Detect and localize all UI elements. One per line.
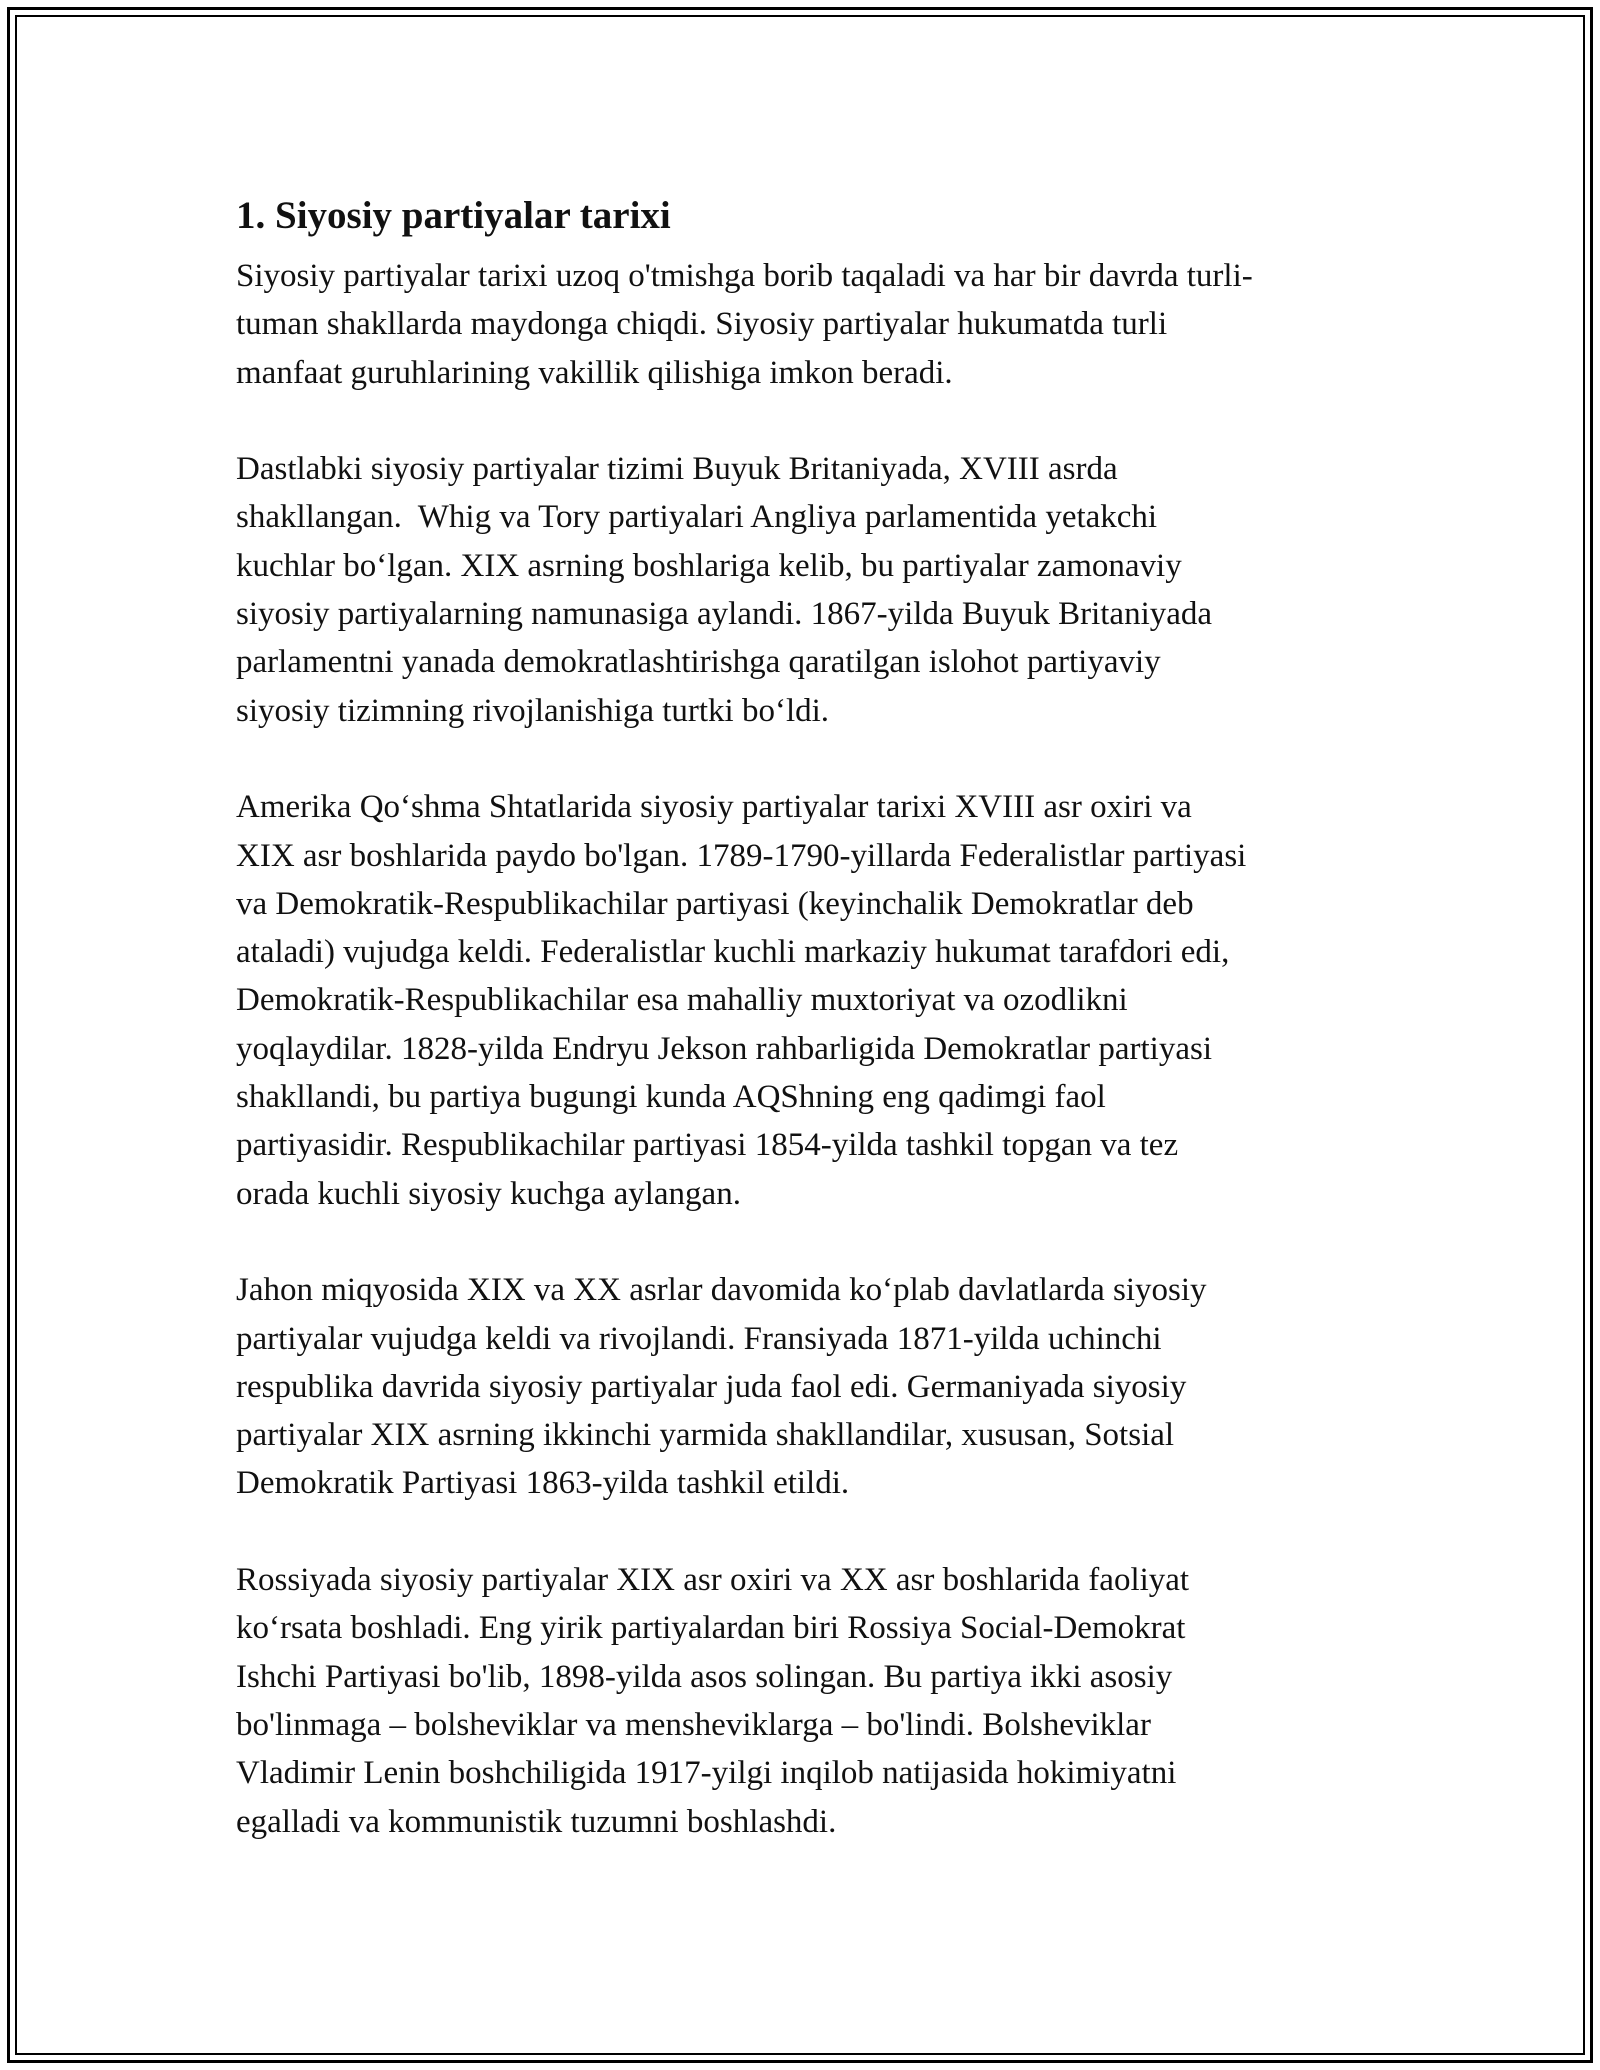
text-line: orada kuchli siyosiy kuchga aylangan. [236,1175,741,1212]
text-line: partiyalar vujudga keldi va rivojlandi. Fransiyada 1871-yilda uchinchi [236,1320,1162,1357]
text-line: shakllangan. Whig va Tory partiyalari Angliya parlamentida yetakchi [236,499,1158,536]
text-line: Rossiyada siyosiy partiyalar XIX asr oxiri va XX asr boshlarida faoliyat [236,1562,1190,1599]
text-line: egalladi va kommunistik tuzumni boshlashdi. [236,1803,837,1840]
text-line: partiyasidir. Respublikachilar partiyasi 1854-yilda tashkil topgan va tez [236,1127,1179,1164]
paragraph-russia [236,1556,1376,1846]
text-line: ko‘rsata boshladi. Eng yirik partiyalardan biri Rossiya Social-Demokrat [236,1610,1186,1647]
text-line: Jahon miqyosida XIX va XX asrlar davomida ko‘plab davlatlarda siyosiy [236,1272,1207,1309]
text-line: respublika davrida siyosiy partiyalar juda faol edi. Germaniyada siyosiy [236,1368,1187,1405]
text-line: Vladimir Lenin boshchiligida 1917-yilgi inqilob natijasida hokimiyatni [236,1755,1177,1792]
text-line: kuchlar bo‘lgan. XIX asrning boshlariga kelib, bu partiyalar zamonaviy [236,547,1182,584]
text-line: Demokratik-Respublikachilar esa mahalliy muxtoriyat va ozodlikni [236,982,1128,1019]
text-line: tuman shakllarda maydonga chiqdi. Siyosiy partiyalar hukumatda turli [236,306,1168,343]
text-line: Dastlabki siyosiy partiyalar tizimi Buyuk Britaniyada, XVIII asrda [236,451,1118,488]
text-line: bo'linmaga – bolsheviklar va mensheviklarga – bo'lindi. Bolsheviklar [236,1706,1151,1743]
text-line: Ishchi Partiyasi bo'lib, 1898-yilda asos solingan. Bu partiya ikki asosiy [236,1658,1173,1695]
text-line: Demokratik Partiyasi 1863-yilda tashkil etildi. [236,1465,850,1502]
text-line: siyosiy partiyalarning namunasiga aylandi. 1867-yilda Buyuk Britaniyada [236,596,1213,633]
text-line: shakllandi, bu partiya bugungi kunda AQShning eng qadimgi faol [236,1079,1106,1116]
text-line: yoqlaydilar. 1828-yilda Endryu Jekson rahbarligida Demokratlar partiyasi [236,1030,1212,1067]
section-heading: 1. Siyosiy partiyalar tarixi [236,194,671,237]
text-line: manfaat guruhlarining vakillik qilishiga imkon beradi. [236,354,953,391]
text-line: ataladi) vujudga keldi. Federalistlar kuchli markaziy hukumat tarafdori edi, [236,934,1230,971]
text-line: Amerika Qo‘shma Shtatlarida siyosiy partiyalar tarixi XVIII asr oxiri va [236,789,1192,826]
text-line: partiyalar XIX asrning ikkinchi yarmida shakllandilar, xususan, Sotsial [236,1417,1175,1454]
text-line: Siyosiy partiyalar tarixi uzoq o'tmishga borib taqaladi va har bir davrda turli- [236,258,1253,294]
text-line: XIX asr boshlarida paydo bo'lgan. 1789-1790-yillarda Federalistlar partiyasi [236,837,1247,874]
paragraph-world [236,1266,1376,1507]
text-line: siyosiy tizimning rivojlanishiga turtki bo‘ldi. [236,692,830,729]
paragraph-intro [236,252,1376,397]
text-line: va Demokratik-Respublikachilar partiyasi (keyinchalik Demokratlar deb [236,885,1194,922]
paragraph-usa [236,783,1376,1218]
paragraph-britain [236,445,1376,735]
document-body [236,188,1376,1846]
text-line: parlamentni yanada demokratlashtirishga qaratilgan islohot partiyaviy [236,644,1161,681]
